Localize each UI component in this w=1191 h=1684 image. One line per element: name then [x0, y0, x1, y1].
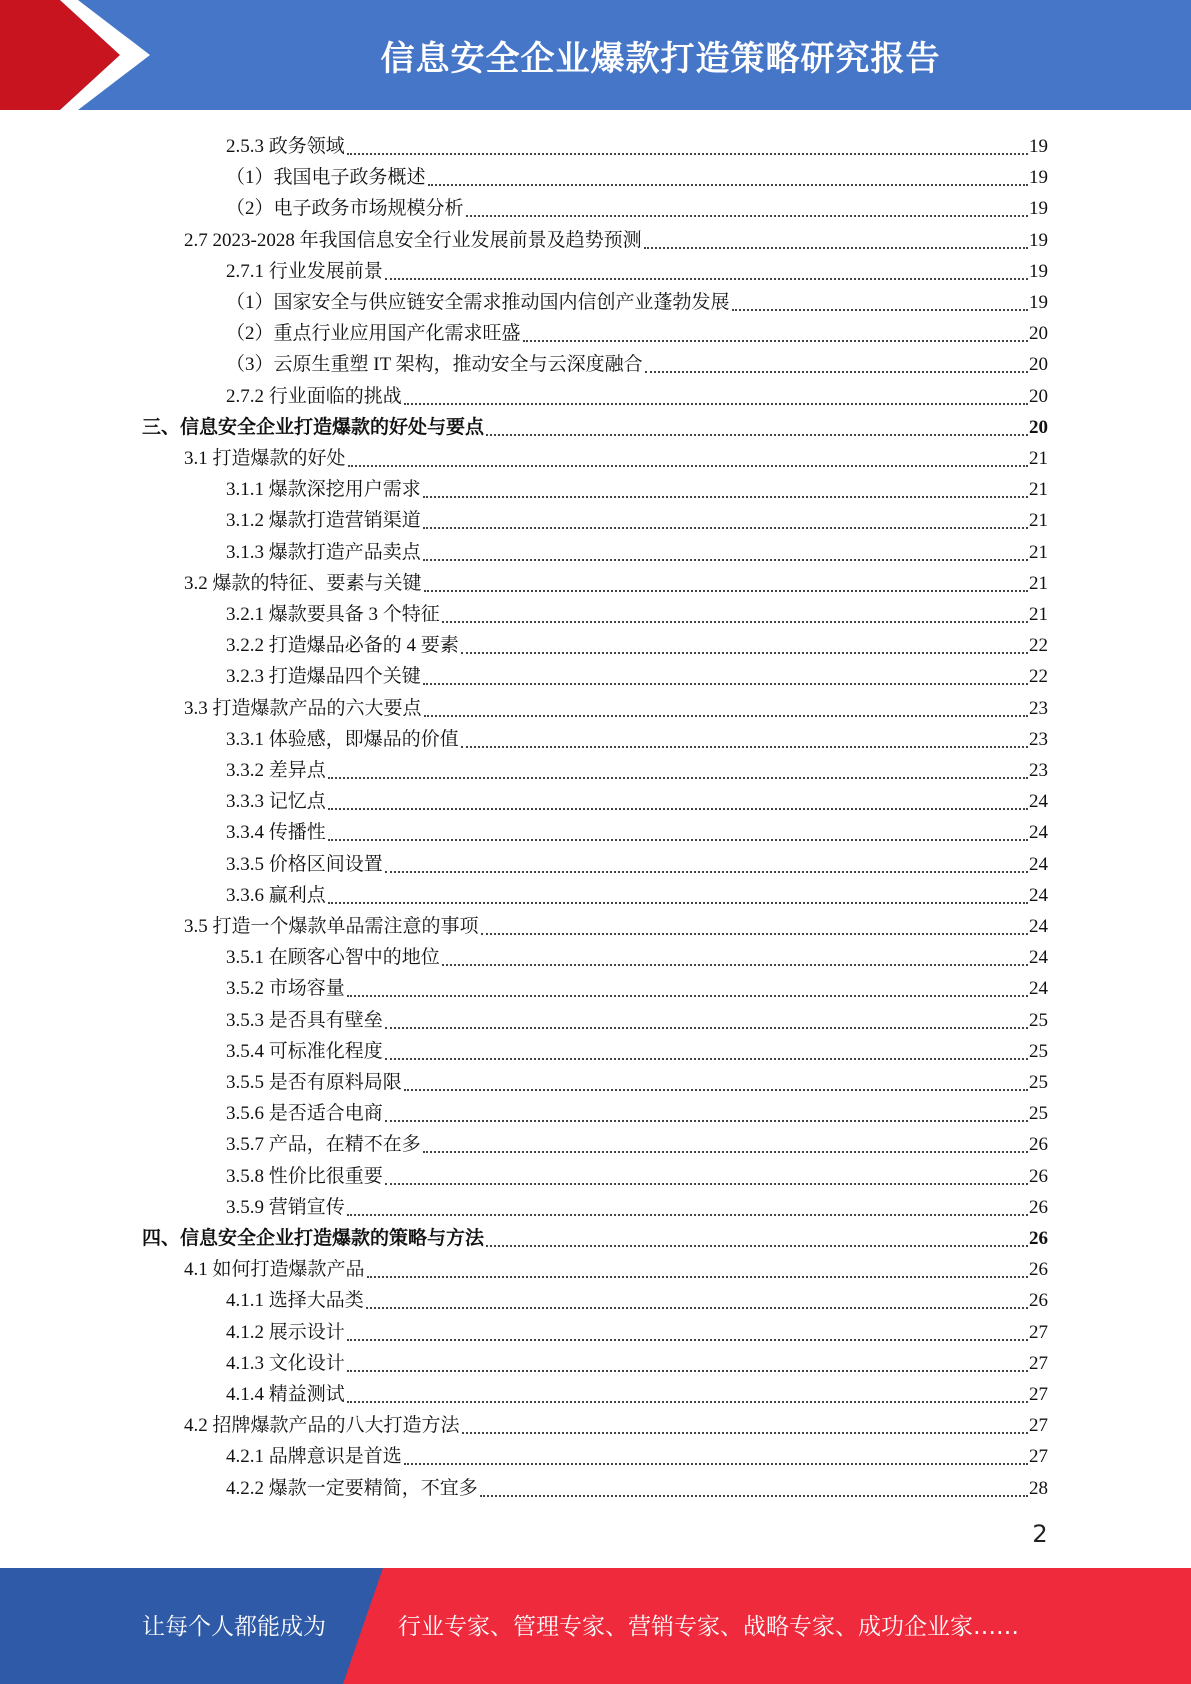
toc-entry[interactable] [226, 533, 1048, 564]
toc-dot-leader [466, 209, 1028, 217]
toc-entry[interactable] [226, 1313, 1048, 1344]
toc-entry-label: 3.2.3 打造爆品四个关键 [226, 666, 421, 688]
toc-entry[interactable] [226, 626, 1048, 657]
toc-dot-leader [462, 1426, 1028, 1434]
toc-entry-label: 3.5.8 性价比很重要 [226, 1165, 383, 1187]
toc-entry[interactable] [226, 876, 1048, 907]
toc-entry-page: 20 [1029, 416, 1048, 438]
toc-entry-label: 3.3 打造爆款产品的六大要点 [184, 697, 422, 719]
toc-entry-label: 3.1.1 爆款深挖用户需求 [226, 479, 421, 501]
toc-entry-label: （2）重点行业应用国产化需求旺盛 [226, 323, 521, 345]
toc-entry[interactable] [226, 1344, 1048, 1375]
toc-entry[interactable] [226, 1437, 1048, 1468]
toc-entry-page: 21 [1029, 541, 1048, 563]
toc-dot-leader [480, 1489, 1028, 1497]
toc-entry-label: 3.1.3 爆款打造产品卖点 [226, 541, 421, 563]
toc-entry[interactable] [184, 1406, 1048, 1437]
toc-dot-leader [486, 428, 1028, 436]
toc-entry[interactable] [184, 1250, 1048, 1281]
toc-entry[interactable] [184, 689, 1048, 720]
toc-dot-leader [385, 272, 1028, 280]
toc-dot-leader [328, 833, 1028, 841]
toc-dot-leader [385, 1177, 1028, 1185]
toc-entry[interactable] [226, 1063, 1048, 1094]
toc-entry[interactable] [142, 1219, 1048, 1250]
toc-entry-label: 三、信息安全企业打造爆款的好处与要点 [142, 416, 485, 438]
toc-dot-leader [428, 178, 1028, 186]
toc-dot-leader [347, 1364, 1028, 1372]
toc-entry-label: 2.7.2 行业面临的挑战 [226, 385, 402, 407]
toc-dot-leader [461, 740, 1028, 748]
toc-dot-leader [404, 397, 1028, 405]
toc-entry-label: 4.2.1 品牌意识是首选 [226, 1446, 402, 1468]
toc-entry-page: 23 [1029, 697, 1048, 719]
toc-entry-page: 24 [1029, 978, 1048, 1000]
toc-dot-leader [366, 1301, 1028, 1309]
toc-dot-leader [404, 1083, 1028, 1091]
toc-dot-leader [328, 896, 1028, 904]
toc-entry-label: 3.1.2 爆款打造营销渠道 [226, 510, 421, 532]
toc-entry-page: 24 [1029, 853, 1048, 875]
toc-dot-leader [385, 1114, 1028, 1122]
toc-entry[interactable] [226, 1032, 1048, 1063]
toc-entry[interactable] [226, 1157, 1048, 1188]
toc-entry-label: 3.3.4 传播性 [226, 822, 326, 844]
toc-entry[interactable] [226, 158, 1048, 189]
toc-entry-page: 25 [1029, 1103, 1048, 1125]
toc-dot-leader [328, 802, 1028, 810]
toc-entry[interactable] [226, 1125, 1048, 1156]
toc-entry-label: （1）国家安全与供应链安全需求推动国内信创产业蓬勃发展 [226, 292, 730, 313]
toc-dot-leader [347, 1395, 1028, 1403]
toc-entry-label: 3.5.3 是否具有壁垒 [226, 1009, 383, 1031]
toc-entry-page: 24 [1029, 791, 1048, 813]
toc-entry-label: 3.2 爆款的特征、要素与关键 [184, 572, 422, 594]
toc-entry-label: 2.5.3 政务领域 [226, 136, 345, 157]
toc-entry-page: 26 [1029, 1134, 1048, 1156]
toc-entry[interactable] [226, 127, 1048, 158]
toc-entry[interactable] [226, 377, 1048, 408]
toc-entry-label: 4.2.2 爆款一定要精简，不宜多 [226, 1477, 478, 1499]
toc-dot-leader [367, 1270, 1028, 1278]
footer-slogan-left: 让每个人都能成为 [142, 1614, 326, 1640]
toc-entry-label: 3.5.1 在顾客心智中的地位 [226, 947, 440, 969]
toc-entry-label: 3.2.1 爆款要具备 3 个特征 [226, 604, 440, 625]
toc-entry-page: 28 [1029, 1477, 1048, 1499]
toc-entry[interactable] [226, 1469, 1048, 1500]
toc-dot-leader [347, 989, 1028, 997]
page-footer [0, 1568, 1191, 1684]
toc-entry-label: （2）电子政务市场规模分析 [226, 198, 464, 220]
toc-entry[interactable] [226, 189, 1048, 220]
toc-dot-leader [732, 303, 1028, 311]
toc-entry-page: 26 [1029, 1290, 1048, 1312]
toc-entry[interactable] [142, 408, 1048, 439]
toc-entry-page: 26 [1029, 1259, 1048, 1281]
toc-entry-page: 20 [1029, 354, 1048, 376]
toc-dot-leader [442, 958, 1028, 966]
toc-entry-page: 27 [1029, 1321, 1048, 1343]
toc-entry-label: 四、信息安全企业打造爆款的策略与方法 [142, 1228, 485, 1249]
toc-entry-label: 3.3.6 赢利点 [226, 884, 326, 906]
toc-entry-label: 4.1.1 选择大品类 [226, 1290, 364, 1312]
toc-dot-leader [442, 615, 1028, 623]
toc-entry[interactable] [226, 1281, 1048, 1312]
toc-entry-page: 26 [1029, 1228, 1048, 1249]
toc-entry[interactable] [184, 221, 1048, 252]
toc-entry-label: 3.3.2 差异点 [226, 760, 326, 781]
toc-entry-page: 25 [1029, 1009, 1048, 1031]
toc-entry-page: 20 [1029, 323, 1048, 345]
toc-entry-label: 3.3.5 价格区间设置 [226, 853, 383, 875]
toc-dot-leader [385, 1052, 1028, 1060]
toc-entry[interactable] [226, 314, 1048, 345]
toc-entry[interactable] [184, 564, 1048, 595]
toc-entry-label: 3.5 打造一个爆款单品需注意的事项 [184, 916, 479, 937]
toc-entry[interactable] [226, 845, 1048, 876]
toc-dot-leader [347, 1208, 1028, 1216]
toc-entry-label: 3.5.9 营销宣传 [226, 1196, 345, 1218]
toc-entry[interactable] [226, 751, 1048, 782]
toc-entry[interactable] [226, 1001, 1048, 1032]
toc-dot-leader [347, 147, 1028, 155]
toc-entry-page: 23 [1029, 728, 1048, 750]
toc-entry-label: 3.5.7 产品，在精不在多 [226, 1134, 421, 1156]
toc-entry[interactable] [226, 657, 1048, 688]
toc-entry-page: 24 [1029, 884, 1048, 906]
page-header [0, 0, 1191, 110]
toc-dot-leader [523, 334, 1028, 342]
toc-entry-page: 27 [1029, 1352, 1048, 1374]
toc-dot-leader [328, 771, 1028, 779]
toc-entry-page: 21 [1029, 479, 1048, 501]
toc-dot-leader [644, 241, 1028, 249]
toc-dot-leader [424, 709, 1028, 717]
toc-entry[interactable] [226, 345, 1048, 376]
footer-slogan-right: 行业专家、管理专家、营销专家、战略专家、成功企业家…… [398, 1614, 1019, 1640]
toc-entry-page: 20 [1029, 385, 1048, 407]
toc-dot-leader [423, 490, 1028, 498]
toc-entry-page: 24 [1029, 947, 1048, 969]
toc-entry-page: 27 [1029, 1415, 1048, 1437]
toc-entry-page: 25 [1029, 1072, 1048, 1093]
toc-entry-label: 3.5.2 市场容量 [226, 978, 345, 1000]
toc-entry-page: 21 [1029, 510, 1048, 532]
toc-entry[interactable] [226, 501, 1048, 532]
toc-entry-page: 19 [1029, 292, 1048, 313]
page-number: 2 [1032, 1520, 1048, 1548]
toc-entry-label: 4.2 招牌爆款产品的八大打造方法 [184, 1415, 460, 1437]
toc-entry[interactable] [226, 252, 1048, 283]
toc-entry-page: 19 [1029, 260, 1048, 282]
toc-entry-page: 23 [1029, 760, 1048, 781]
toc-entry-page: 27 [1029, 1384, 1048, 1405]
toc-dot-leader [385, 865, 1028, 873]
toc-entry[interactable] [226, 938, 1048, 969]
toc-entry-page: 22 [1029, 666, 1048, 688]
toc-dot-leader [385, 1021, 1028, 1029]
toc-dot-leader [423, 521, 1028, 529]
toc-entry-page: 22 [1029, 635, 1048, 657]
toc-entry-page: 21 [1029, 572, 1048, 594]
toc-entry[interactable] [184, 907, 1048, 938]
toc-entry-label: 4.1.4 精益测试 [226, 1384, 345, 1405]
toc-entry-label: （3）云原生重塑 IT 架构，推动安全与云深度融合 [226, 354, 643, 376]
toc-entry-page: 21 [1029, 448, 1048, 469]
document-title: 信息安全企业爆款打造策略研究报告 [380, 38, 941, 79]
toc-entry[interactable] [226, 1094, 1048, 1125]
toc-entry-page: 25 [1029, 1040, 1048, 1062]
toc-entry-page: 26 [1029, 1165, 1048, 1187]
toc-dot-leader [348, 459, 1028, 467]
toc-entry-page: 19 [1029, 198, 1048, 220]
toc-entry[interactable] [226, 470, 1048, 501]
toc-entry[interactable] [226, 813, 1048, 844]
toc-entry-label: 4.1.2 展示设计 [226, 1321, 345, 1343]
toc-entry-page: 21 [1029, 604, 1048, 625]
toc-dot-leader [423, 677, 1028, 685]
toc-entry-page: 24 [1029, 916, 1048, 937]
toc-entry[interactable] [226, 1375, 1048, 1406]
toc-entry-page: 26 [1029, 1196, 1048, 1218]
toc-entry-page: 27 [1029, 1446, 1048, 1468]
toc-dot-leader [424, 584, 1028, 592]
toc-entry-label: 3.3.1 体验感，即爆品的价值 [226, 728, 459, 750]
toc-entry[interactable] [184, 439, 1048, 470]
toc-entry[interactable] [226, 969, 1048, 1000]
toc-entry-page: 19 [1029, 136, 1048, 157]
toc-entry-label: 3.3.3 记忆点 [226, 791, 326, 813]
toc-entry-label: 4.1.3 文化设计 [226, 1352, 345, 1374]
toc-entry-label: 4.1 如何打造爆款产品 [184, 1259, 365, 1281]
toc-dot-leader [423, 1145, 1028, 1153]
toc-dot-leader [481, 927, 1028, 935]
toc-entry-label: 3.5.5 是否有原料局限 [226, 1072, 402, 1093]
toc-entry-label: 3.2.2 打造爆品必备的 4 要素 [226, 635, 459, 657]
toc-entry[interactable] [226, 782, 1048, 813]
toc-dot-leader [347, 1333, 1028, 1341]
toc-entry-label: 2.7.1 行业发展前景 [226, 260, 383, 282]
toc-entry-page: 24 [1029, 822, 1048, 844]
toc-entry-label: 3.5.6 是否适合电商 [226, 1103, 383, 1125]
toc-entry[interactable] [226, 1188, 1048, 1219]
toc-dot-leader [645, 365, 1028, 373]
toc-dot-leader [486, 1239, 1028, 1247]
toc-entry-label: 2.7 2023-2028 年我国信息安全行业发展前景及趋势预测 [184, 229, 642, 251]
toc-entry-page: 19 [1029, 167, 1048, 189]
toc-entry[interactable] [226, 595, 1048, 626]
toc-entry-label: 3.1 打造爆款的好处 [184, 448, 346, 469]
toc-entry[interactable] [226, 283, 1048, 314]
toc-dot-leader [404, 1457, 1028, 1465]
toc-entry-label: （1）我国电子政务概述 [226, 167, 426, 189]
toc-entry-page: 19 [1029, 229, 1048, 251]
toc-dot-leader [461, 646, 1028, 654]
toc-entry[interactable] [226, 720, 1048, 751]
toc-entry-label: 3.5.4 可标准化程度 [226, 1040, 383, 1062]
toc-dot-leader [423, 553, 1028, 561]
